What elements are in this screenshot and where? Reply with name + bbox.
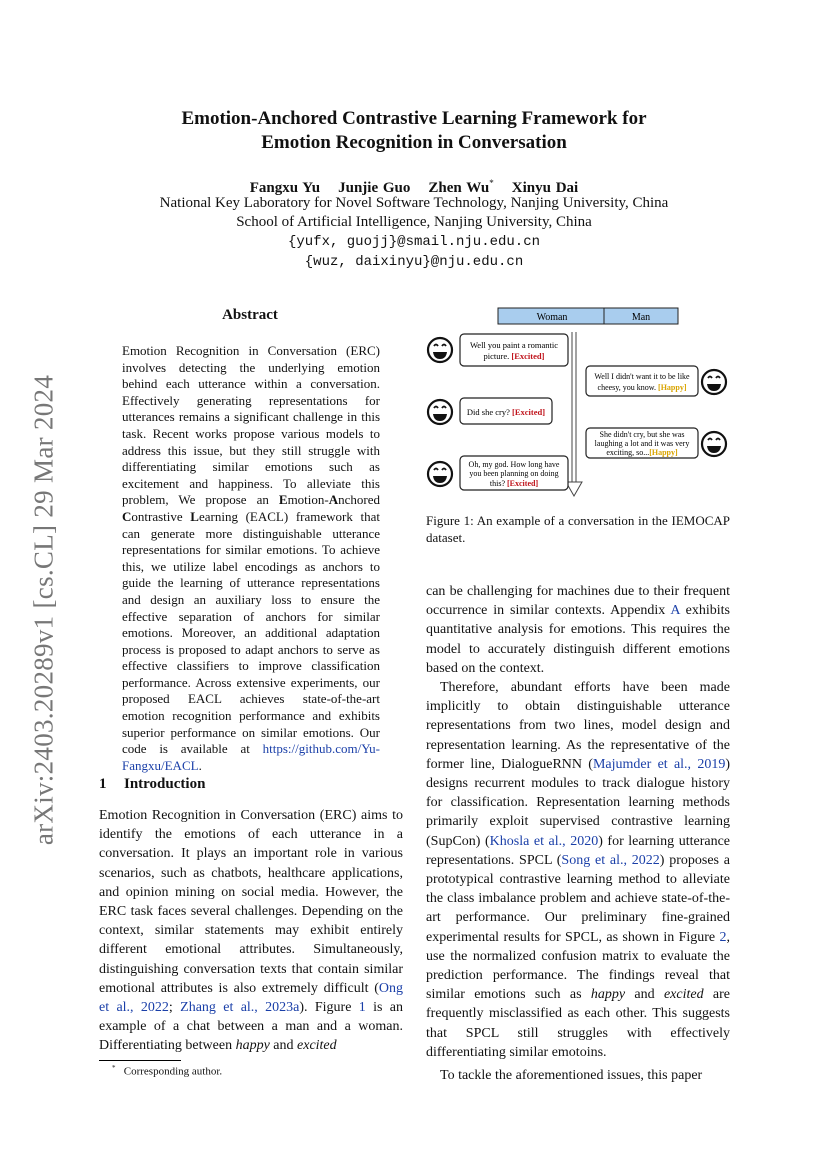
author-1: Fangxu Yu — [249, 180, 321, 196]
footnote-rule — [99, 1060, 181, 1061]
svg-text:you been planning on doing: you been planning on doing — [469, 469, 559, 478]
intro-right-column — [426, 582, 730, 1085]
abstract-body: Emotion Recognition in Conversation (ERC) involves detecting the underlying emotion behind each utterance within a conversation. Effectively generating representations for utterances remains a significant challenge in this task. Recent works propose various models to address this issue, but they still struggle with differentiating similar emotions such as excitement and happiness. To alleviate this problem, We propose an Emotion-Anchored Contrastive Learning (EACL) framework that can generate more distinguishable utterance representations for similar emotions. To achieve this, we utilize label encodings as anchors to guide the learning of utterance representations and design an auxiliary loss to ensure the effective separation of anchors for similar emotions. Moreover, an additional adaptation process is proposed to adapt anchors to serve as effective classifiers to improve classification performance. Across extensive experiments, our proposed EACL achieves state-of-the-art emotion recognition performance and exhibits superior performance on similar emotions. Our code is available at https://github.com/Yu-Fangxu/EACL. — [122, 343, 380, 773]
svg-text:picture. [Excited]: picture. [Excited] — [483, 351, 545, 361]
abstract-heading: Abstract — [222, 307, 278, 323]
title-line-1: Emotion-Anchored Contrastive Learning Framework for — [181, 108, 647, 129]
email-1: {yufx, guojj}@smail.nju.edu.cn — [287, 234, 541, 250]
author-2: Junjie Guo — [338, 180, 411, 196]
arxiv-identifier: arXiv:2403.20289v1 [cs.CL] 29 Mar 2024 — [28, 374, 59, 846]
footnote: * Corresponding author. — [112, 1064, 223, 1078]
figure-1-caption: Figure 1: An example of a conversation in the IEMOCAP dataset. — [426, 513, 730, 545]
arxiv-sidebar — [14, 360, 74, 860]
svg-text:Well I didn't want it to be li: Well I didn't want it to be like — [594, 372, 690, 381]
affiliation-2: School of Artificial Intelligence, Nanjing University, China — [236, 214, 592, 230]
svg-text:Oh, my god. How long have: Oh, my god. How long have — [468, 460, 560, 469]
citation-zhang[interactable]: Zhang et al., 2023a — [180, 1000, 300, 1016]
smiley-icon — [428, 338, 452, 362]
svg-text:She didn't cry, but she was: She didn't cry, but she was — [599, 430, 685, 439]
section-heading — [99, 776, 205, 793]
speaker-man-label: Man — [631, 312, 651, 323]
author-3: Zhen Wu — [428, 180, 490, 196]
svg-text:exciting, so...[Happy]: exciting, so...[Happy] — [606, 448, 678, 457]
intro-paragraph-2: Therefore, abundant efforts have been made implicitly to obtain distinguishable utterance representations from two lines, model design and representation learning. As the representative of the former line, DialogueRNN (Majumder et al., 2019) designs recurrent modules to track dialogue history for classification. Representation learning methods primarily exploit supervised contrastive learning (SupCon) (Khosla et al., 2020) for learning utterance representations. SPCL (Song et al., 2022) proposes a prototypical contrastive learning method to alleviate the class imbalance problem and achieve state-of-the-art performance. Our preliminary fine-grained experimental results for SPCL, as shown in Figure 2, use the normalized confusion matrix to evaluate the prediction performance. The findings reveal that similar emotions such as happy and excited are frequently misclassified as each other. This suggests that SPCL still struggles with effectively differentiating similar emotoins. — [426, 680, 731, 1060]
paper-title — [0, 107, 828, 155]
svg-text:this? [Excited]: this? [Excited] — [489, 479, 539, 488]
smiley-icon — [428, 400, 452, 424]
affiliation-1: National Key Laboratory for Novel Software Technology, Nanjing University, China — [159, 195, 669, 211]
section-title: Introduction — [124, 776, 206, 792]
appendix-a-ref[interactable]: A — [670, 603, 680, 619]
intro-paragraph-1: Emotion Recognition in Conversation (ERC) aims to identify the emotions of each utterance in a conversation. It plays an important role in various scenarios, such as chatbots, healthcare applications, and opinion mining on social media. However, the ERC task faces several challenges. Depending on the context, similar statements may exhibit entirely different emotional attributes. Simultaneously, distinguishing conversation texts that contain similar emotional attributes is also extremely difficult (Ong et al., 2022; Zhang et al., 2023a). Figure 1 is an example of a chat between a man and a woman. Differentiating between happy and excited — [99, 808, 404, 1054]
intro-paragraph-3: To tackle the aforementioned issues, this paper — [440, 1068, 703, 1084]
smiley-icon — [702, 432, 726, 456]
svg-text:Well you paint a romantic: Well you paint a romantic — [469, 340, 559, 350]
figure-1-ref[interactable]: 1 — [358, 1000, 366, 1016]
author-4: Xinyu Dai — [511, 180, 579, 196]
citation-song[interactable]: Song et al., 2022 — [561, 852, 660, 868]
intro-left-column — [99, 806, 403, 1056]
citation-majumder[interactable]: Majumder et al., 2019 — [592, 756, 726, 772]
smiley-icon — [702, 370, 726, 394]
corresponding-mark: * — [489, 178, 494, 188]
svg-text:laughing a lot and it was very: laughing a lot and it was very — [594, 439, 690, 448]
code-link[interactable]: https://github.com/Yu-Fangxu/EACL — [122, 741, 380, 773]
speaker-woman-label: Woman — [536, 312, 568, 323]
figure-1-conversation — [422, 304, 742, 504]
svg-text:cheesy, you know. [Happy]: cheesy, you know. [Happy] — [597, 383, 687, 392]
figure-2-ref[interactable]: 2 — [719, 929, 727, 945]
svg-text:Did she cry? [Excited]: Did she cry? [Excited] — [466, 407, 546, 417]
citation-khosla[interactable]: Khosla et al., 2020 — [489, 833, 599, 849]
smiley-icon — [428, 462, 452, 486]
section-number: 1 — [99, 776, 107, 792]
title-line-2: Emotion Recognition in Conversation — [261, 132, 567, 153]
intro-paragraph-1-continued: can be challenging for machines due to their frequent occurrence in similar contexts. Appendix A exhibits quantitative analysis for emotions. This requires the model to accurately distinguish different emotions based on the context. — [426, 584, 730, 676]
citation-ong[interactable]: Ong et al., 2022 — [99, 980, 403, 1016]
email-2: {wuz, daixinyu}@nju.edu.cn — [304, 254, 524, 270]
utterance-1-bubble — [460, 334, 568, 366]
